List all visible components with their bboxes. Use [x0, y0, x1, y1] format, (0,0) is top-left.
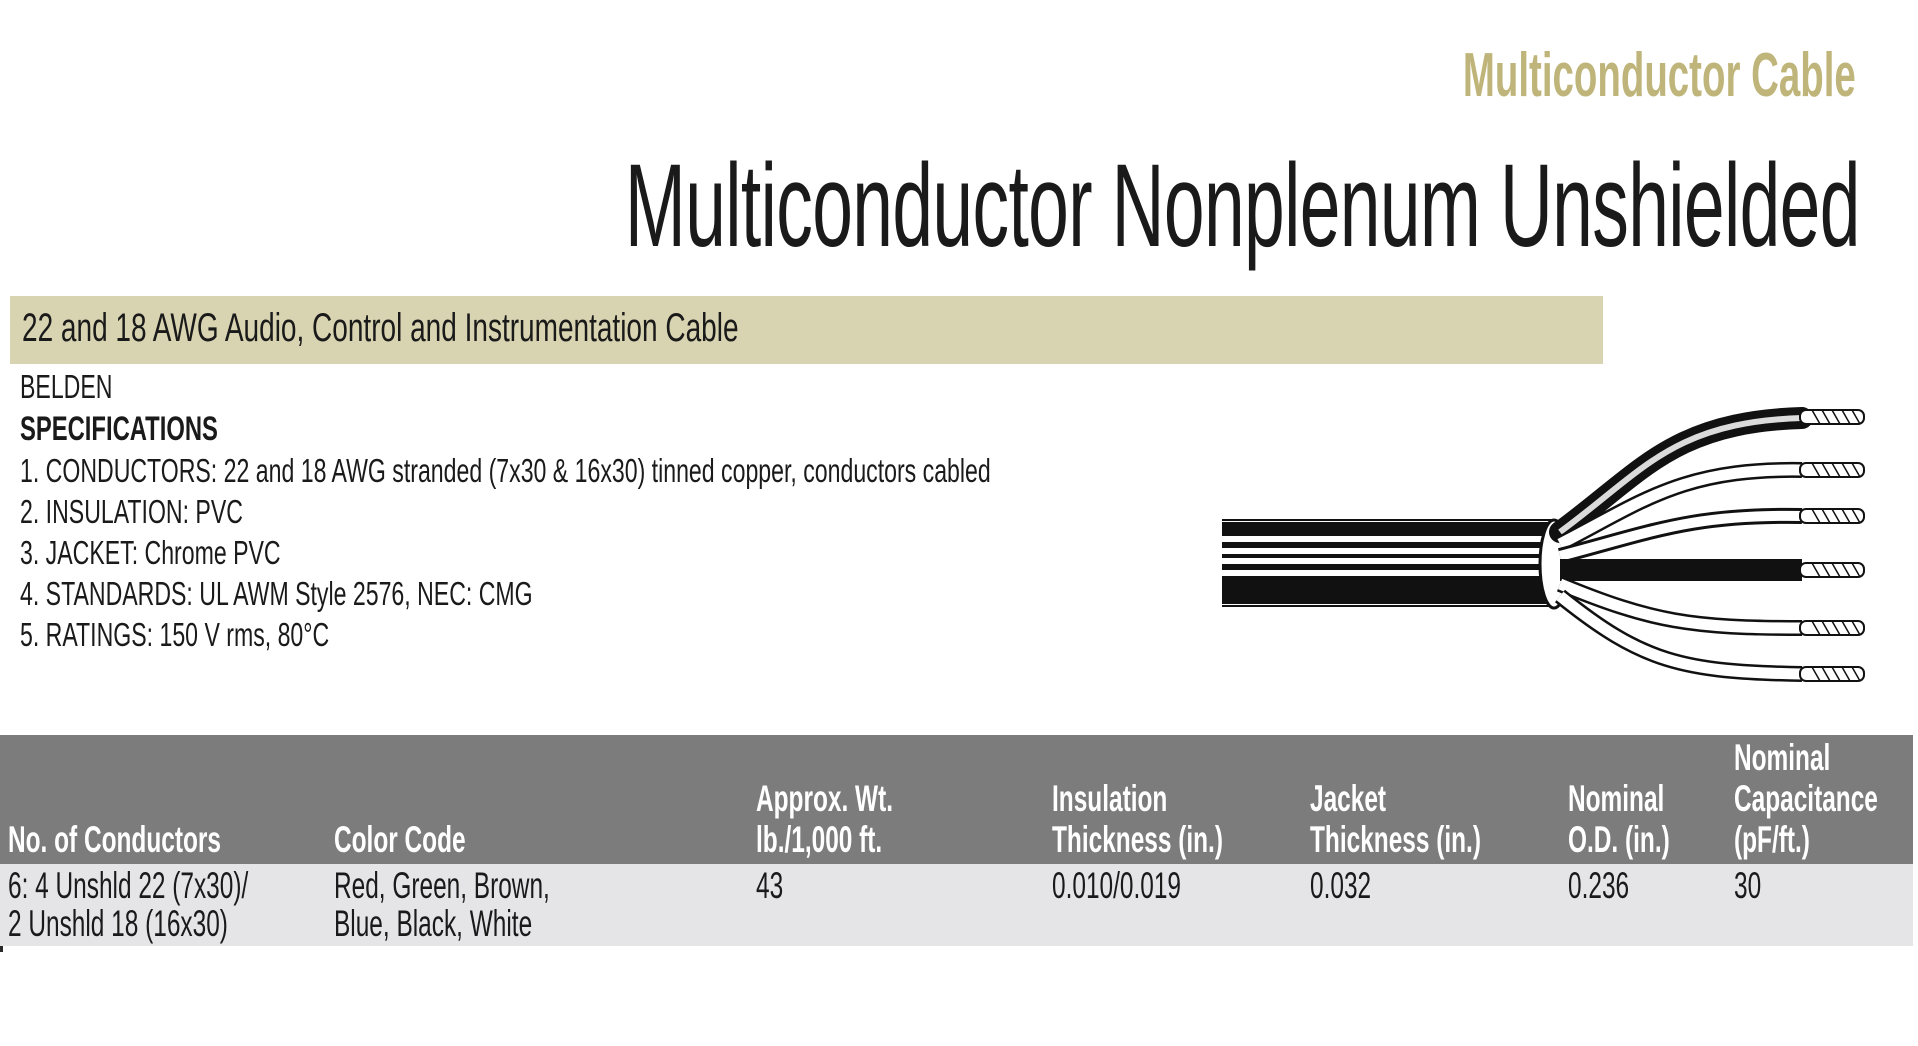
table-header-row: [0, 735, 1913, 864]
cable-jacket-stripe: [1222, 564, 1552, 570]
cable-jacket-stripe: [1222, 576, 1552, 604]
spec-item-jacket: 3. JACKET: Chrome PVC: [20, 534, 281, 571]
category-label: Multiconductor Cable: [1463, 41, 1856, 110]
cell-approx-weight: 43: [756, 865, 784, 906]
cell-conductors: 6: 4 Unshld 22 (7x30)/ 2 Unshld 18 (16x30): [8, 865, 249, 944]
specifications-heading: SPECIFICATIONS: [20, 410, 218, 448]
column-header-color-code: Color Code: [334, 819, 466, 860]
brand-label: BELDEN: [20, 368, 113, 405]
specifications-list: [20, 452, 1407, 657]
column-header-jacket-thickness: Jacket Thickness (in.): [1310, 778, 1481, 860]
spec-item-standards: 4. STANDARDS: UL AWM Style 2576, NEC: CMG: [20, 575, 533, 612]
column-header-conductors: No. of Conductors: [8, 819, 221, 860]
page-title: Multiconductor Nonplenum Unshielded: [625, 140, 1860, 272]
cable-illustration-icon: [1222, 392, 1898, 692]
spec-item-conductors: 1. CONDUCTORS: 22 and 18 AWG stranded (7x30 & 16x30) tinned copper, conductors cabled: [20, 452, 991, 489]
subtitle-band: [10, 296, 1603, 364]
cell-nominal-od: 0.236: [1568, 865, 1630, 906]
cell-jacket-thickness: 0.032: [1310, 865, 1372, 906]
column-header-approx-weight: Approx. Wt. lb./1,000 ft.: [756, 778, 894, 860]
column-header-nominal-capacitance: Nominal Capacitance (pF/ft.): [1734, 737, 1878, 860]
cell-color-code: Red, Green, Brown, Blue, Black, White: [334, 865, 550, 944]
cable-jacket-stripe: [1222, 542, 1552, 548]
spec-item-insulation: 2. INSULATION: PVC: [20, 493, 243, 530]
cable-jacket-stripe: [1222, 522, 1552, 536]
column-header-insulation-thickness: Insulation Thickness (in.): [1052, 778, 1223, 860]
spec-item-ratings: 5. RATINGS: 150 V rms, 80°C: [20, 616, 330, 653]
cell-nominal-capacitance: 30: [1734, 865, 1762, 906]
spec-table: [0, 735, 1913, 946]
column-header-nominal-od: Nominal O.D. (in.): [1568, 778, 1670, 860]
cable-jacket-stripe: [1222, 554, 1552, 558]
cell-insulation-thickness: 0.010/0.019: [1052, 865, 1182, 906]
table-row: [0, 864, 1913, 946]
product-subtitle: 22 and 18 AWG Audio, Control and Instrumentation Cable: [22, 306, 739, 350]
